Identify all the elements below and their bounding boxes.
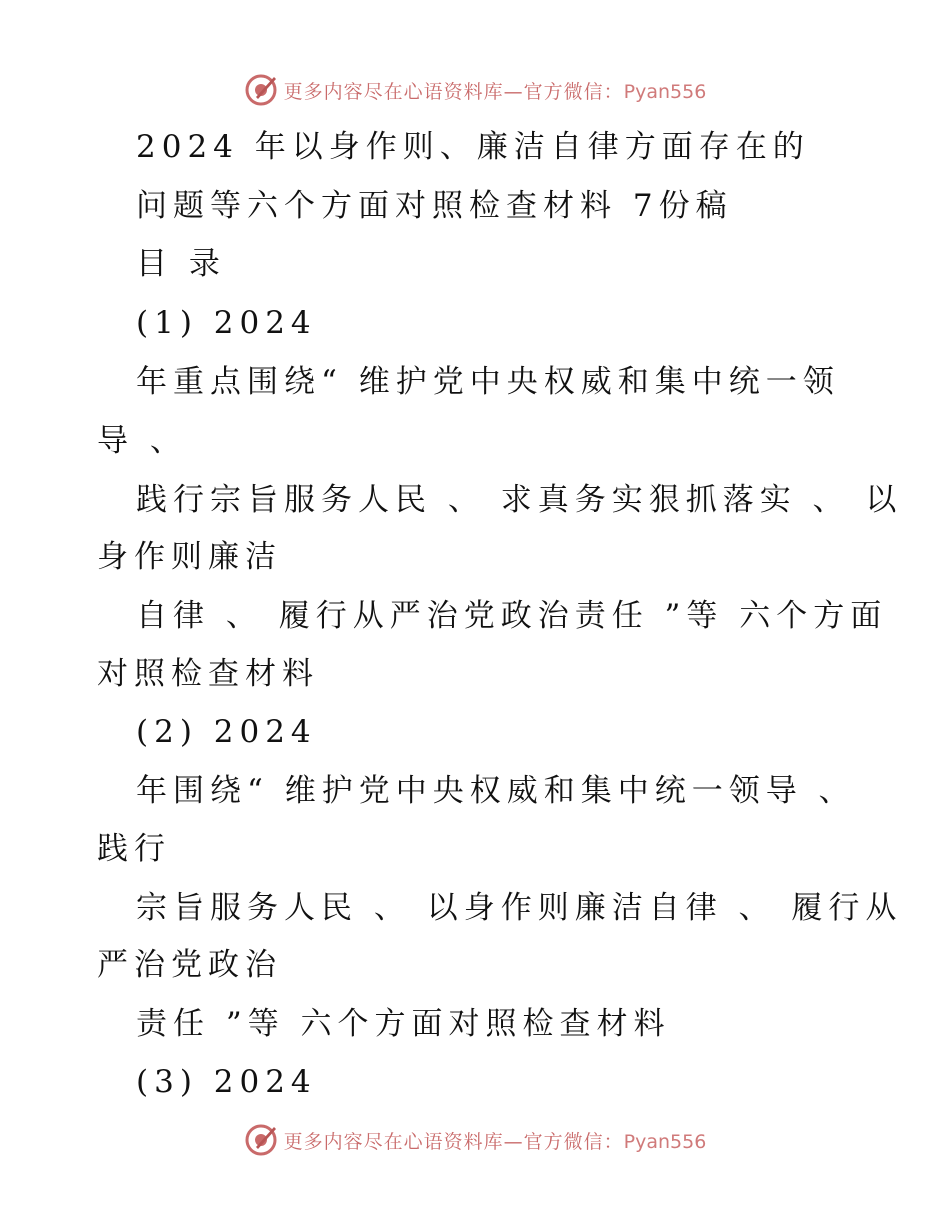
toc-item-1-number: (1) 2024 (136, 305, 317, 341)
toc-item-1-line-2: 导 、 (97, 423, 187, 459)
toc-item-2-line-2: 践行 (97, 831, 171, 867)
toc-item-1-line-4: 身作则廉洁 (97, 539, 282, 575)
toc-item-1-line-6: 对照检查材料 (97, 656, 319, 692)
toc-item-2-line-5: 责任 ”等 六个方面对照检查材料 (136, 1006, 671, 1042)
watermark-text: 更多内容尽在心语资料库—官方微信：Pyan556 (283, 80, 707, 103)
toc-item-3-number: (3) 2024 (136, 1064, 317, 1100)
toc-item-1-line-3: 践行宗旨服务人民 、 求真务实狠抓落实 、 以 (136, 482, 903, 518)
toc-item-2-line-4: 严治党政治 (97, 947, 282, 983)
toc-item-1-line-5: 自律 、 履行从严治党政治责任 ”等 六个方面 (136, 598, 888, 634)
toc-item-2-line-3: 宗旨服务人民 、 以身作则廉洁自律 、 履行从 (136, 890, 903, 926)
watermark-footer (0, 1120, 950, 1160)
document-title-line-2: 问题等六个方面对照检查材料 7份稿 (136, 188, 733, 224)
document-title-line-1: 2024 年以身作则、廉洁自律方面存在的 (136, 129, 810, 165)
toc-heading: 目 录 (136, 246, 226, 282)
watermark-text: 更多内容尽在心语资料库—官方微信：Pyan556 (283, 1130, 707, 1153)
toc-item-2-number: (2) 2024 (136, 714, 317, 750)
toc-item-2-line-1: 年围绕“ 维护党中央权威和集中统一领导 、 (136, 773, 856, 809)
toc-item-1-line-1: 年重点围绕“ 维护党中央权威和集中统一领 (136, 364, 840, 400)
pen-logo-icon (244, 1123, 278, 1157)
watermark-wechat-id: Pyan556 (623, 1130, 707, 1153)
watermark-wechat-id: Pyan556 (623, 80, 707, 103)
